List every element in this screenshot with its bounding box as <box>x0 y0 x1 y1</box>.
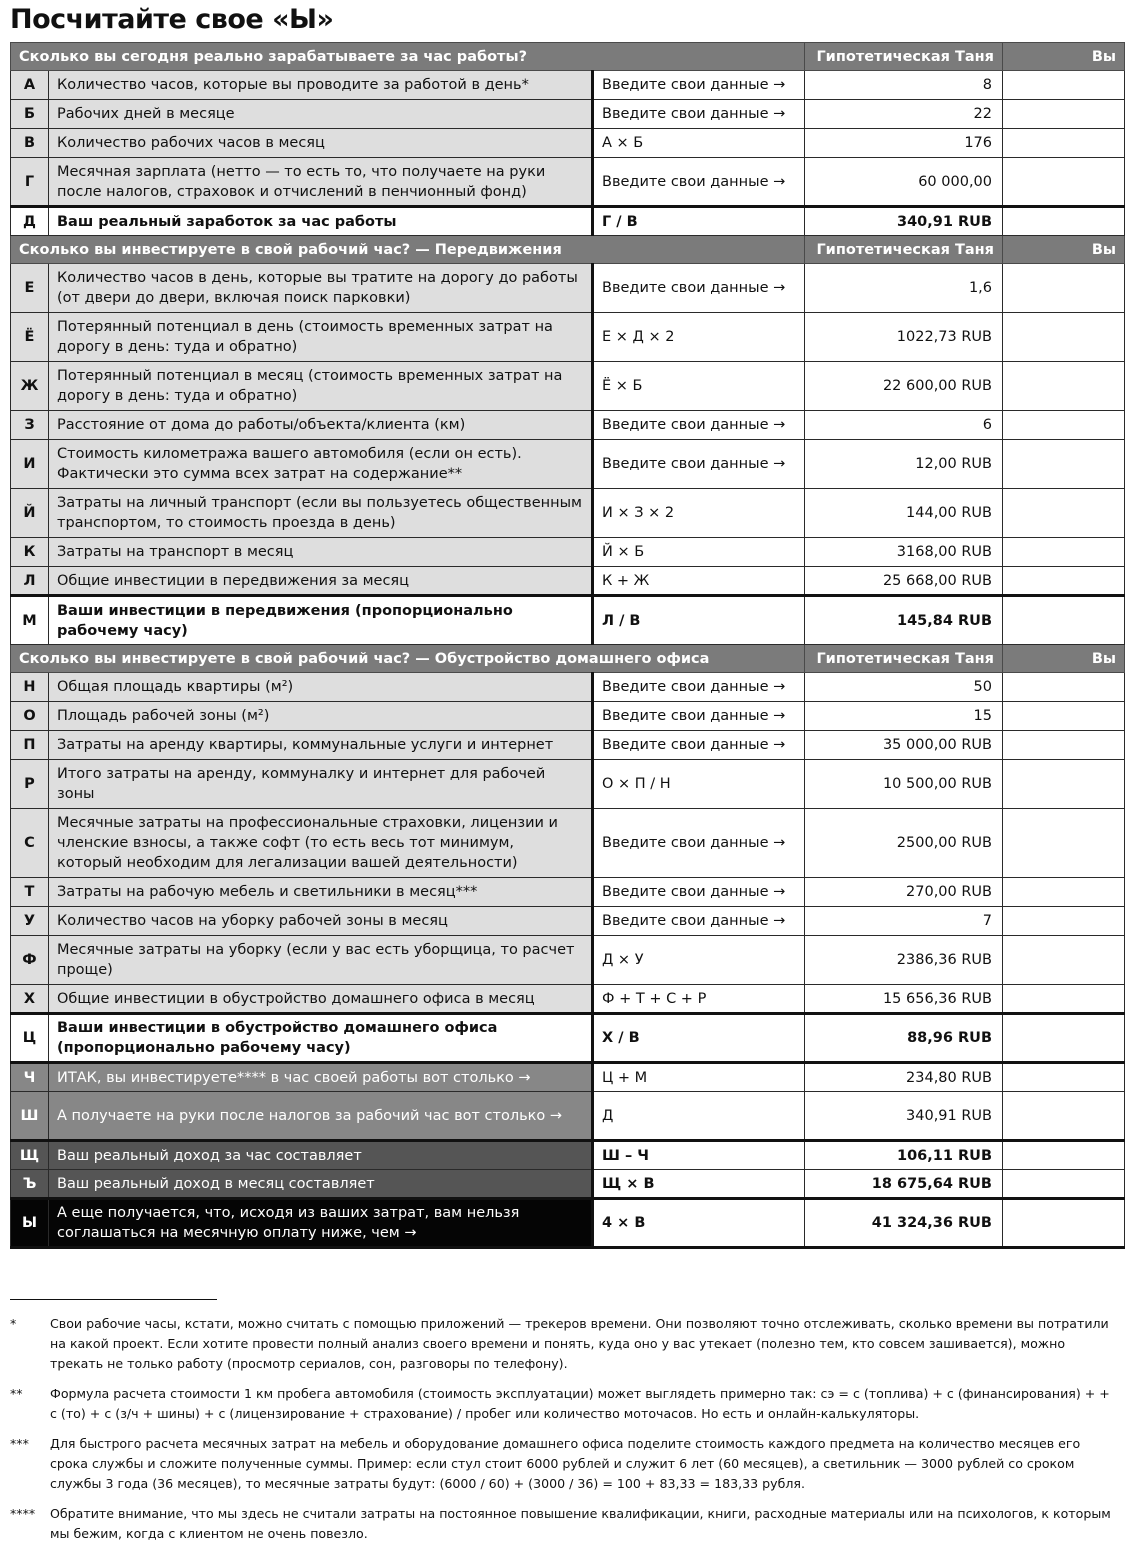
tanya-value: 22 600,00 RUB <box>805 362 1003 411</box>
tanya-value: 234,80 RUB <box>805 1063 1003 1092</box>
row-description: Ваш реальный доход в месяц составляет <box>49 1170 593 1199</box>
row-description: Количество рабочих часов в месяц <box>49 129 593 158</box>
your-value-input[interactable] <box>1003 100 1125 129</box>
tanya-value: 35 000,00 RUB <box>805 731 1003 760</box>
row-description: Общие инвестиции в передвижения за месяц <box>49 567 593 596</box>
row-letter: К <box>11 538 49 567</box>
tanya-value: 41 324,36 RUB <box>805 1199 1003 1248</box>
footnote-text: Обратите внимание, что мы здесь не считали затраты на постоянное повышение квалификации, книги, расходные материалы или на психологов, к которым мы бежим, когда с клиентом не очень повезло. <box>50 1506 1111 1541</box>
row-letter: О <box>11 702 49 731</box>
row-formula: Введите свои данные → <box>593 158 805 207</box>
row-letter: В <box>11 129 49 158</box>
row-letter: Й <box>11 489 49 538</box>
your-value-input[interactable] <box>1003 809 1125 878</box>
footnote <box>10 1504 1115 1544</box>
summary-row <box>11 1063 1125 1092</box>
row-formula: Г / В <box>593 207 805 236</box>
tanya-value: 3168,00 RUB <box>805 538 1003 567</box>
tanya-value: 12,00 RUB <box>805 440 1003 489</box>
row-letter: Х <box>11 985 49 1014</box>
your-value-input[interactable] <box>1003 1092 1125 1141</box>
table-row <box>11 538 1125 567</box>
tanya-value: 7 <box>805 907 1003 936</box>
row-letter: Е <box>11 264 49 313</box>
row-description: Затраты на рабочую мебель и светильники в месяц*** <box>49 878 593 907</box>
table-row <box>11 596 1125 645</box>
row-description: Месячные затраты на уборку (если у вас есть уборщица, то расчет проще) <box>49 936 593 985</box>
section-title: Сколько вы инвестируете в свой рабочий час? — Обустройство домашнего офиса <box>11 645 805 673</box>
tanya-value: 340,91 RUB <box>805 1092 1003 1141</box>
your-value-input[interactable] <box>1003 985 1125 1014</box>
row-formula: Е × Д × 2 <box>593 313 805 362</box>
tanya-value: 50 <box>805 673 1003 702</box>
table-row <box>11 760 1125 809</box>
footnotes <box>10 1314 1115 1554</box>
row-letter: Ъ <box>11 1170 49 1199</box>
tanya-value: 18 675,64 RUB <box>805 1170 1003 1199</box>
table-row <box>11 411 1125 440</box>
table-row <box>11 567 1125 596</box>
your-value-input[interactable] <box>1003 567 1125 596</box>
your-value-input[interactable] <box>1003 596 1125 645</box>
row-description: Ваши инвестиции в обустройство домашнего офиса (пропорционально рабочему часу) <box>49 1014 593 1063</box>
your-value-input[interactable] <box>1003 731 1125 760</box>
your-value-input[interactable] <box>1003 158 1125 207</box>
your-value-input[interactable] <box>1003 362 1125 411</box>
your-value-input[interactable] <box>1003 489 1125 538</box>
row-description: Потерянный потенциал в месяц (стоимость временных затрат на дорогу в день: туда и обратно) <box>49 362 593 411</box>
row-formula: Введите свои данные → <box>593 673 805 702</box>
tanya-value: 106,11 RUB <box>805 1141 1003 1170</box>
table-row <box>11 207 1125 236</box>
row-formula: Ё × Б <box>593 362 805 411</box>
row-description: А еще получается, что, исходя из ваших затрат, вам нельзя соглашаться на месячную оплату ниже, чем → <box>49 1199 593 1248</box>
tanya-value: 144,00 RUB <box>805 489 1003 538</box>
row-letter: М <box>11 596 49 645</box>
tanya-value: 15 656,36 RUB <box>805 985 1003 1014</box>
your-value-input[interactable] <box>1003 1199 1125 1248</box>
row-letter: Щ <box>11 1141 49 1170</box>
row-formula: Ц + М <box>593 1063 805 1092</box>
section-header <box>11 43 1125 71</box>
table-row <box>11 264 1125 313</box>
row-description: Общая площадь квартиры (м²) <box>49 673 593 702</box>
column-header-tanya: Гипотетическая Таня <box>805 236 1003 264</box>
row-letter: Ш <box>11 1092 49 1141</box>
summary-row <box>11 1199 1125 1248</box>
your-value-input[interactable] <box>1003 411 1125 440</box>
section-header <box>11 236 1125 264</box>
section-title: Сколько вы сегодня реально зарабатываете за час работы? <box>11 43 805 71</box>
tanya-value: 270,00 RUB <box>805 878 1003 907</box>
row-formula: Введите свои данные → <box>593 411 805 440</box>
row-formula: Введите свои данные → <box>593 907 805 936</box>
your-value-input[interactable] <box>1003 538 1125 567</box>
footnote-mark: **** <box>10 1506 36 1521</box>
footnote <box>10 1434 1115 1494</box>
table-row <box>11 907 1125 936</box>
row-description: Количество часов в день, которые вы тратите на дорогу до работы (от двери до двери, включая поиск парковки) <box>49 264 593 313</box>
row-description: Общие инвестиции в обустройство домашнего офиса в месяц <box>49 985 593 1014</box>
row-description: Стоимость километража вашего автомобиля (если он есть). Фактически это сумма всех затрат на содержание** <box>49 440 593 489</box>
calculation-table <box>10 42 1125 1249</box>
row-letter: Ч <box>11 1063 49 1092</box>
table-row <box>11 362 1125 411</box>
tanya-value: 60 000,00 <box>805 158 1003 207</box>
your-value-input[interactable] <box>1003 440 1125 489</box>
row-description: Итого затраты на аренду, коммуналку и интернет для рабочей зоны <box>49 760 593 809</box>
row-formula: 4 × В <box>593 1199 805 1248</box>
row-formula: Введите свои данные → <box>593 731 805 760</box>
row-letter: А <box>11 71 49 100</box>
your-value-input[interactable] <box>1003 1170 1125 1199</box>
summary-row <box>11 1141 1125 1170</box>
your-value-input[interactable] <box>1003 936 1125 985</box>
tanya-value: 22 <box>805 100 1003 129</box>
row-letter: Б <box>11 100 49 129</box>
your-value-input[interactable] <box>1003 264 1125 313</box>
tanya-value: 10 500,00 RUB <box>805 760 1003 809</box>
row-formula: Введите свои данные → <box>593 809 805 878</box>
row-formula: О × П / Н <box>593 760 805 809</box>
footnote-text: Для быстрого расчета месячных затрат на мебель и оборудование домашнего офиса поделите стоимость каждого предмета на количество месяцев его срока службы и сложите полученные суммы. Пример: если стул стоит 6000 рублей и служит 6 лет (60 месяцев), а светильник — 3000 рублей со сроком службы 3 года (36 месяцев), то месячные затраты будут: (6000 / 60) + (3000 / 36) = 100 + 83,33 = 183,33 рубля. <box>50 1436 1081 1491</box>
row-description: Ваш реальный заработок за час работы <box>49 207 593 236</box>
row-description: Затраты на транспорт в месяц <box>49 538 593 567</box>
tanya-value: 176 <box>805 129 1003 158</box>
tanya-value: 2386,36 RUB <box>805 936 1003 985</box>
row-description: Потерянный потенциал в день (стоимость временных затрат на дорогу в день: туда и обратно) <box>49 313 593 362</box>
your-value-input[interactable] <box>1003 878 1125 907</box>
section-title: Сколько вы инвестируете в свой рабочий час? — Передвижения <box>11 236 805 264</box>
table-row <box>11 702 1125 731</box>
table-row <box>11 673 1125 702</box>
row-letter: С <box>11 809 49 878</box>
table-row <box>11 129 1125 158</box>
row-letter: Д <box>11 207 49 236</box>
row-letter: И <box>11 440 49 489</box>
tanya-value: 88,96 RUB <box>805 1014 1003 1063</box>
your-value-input[interactable] <box>1003 673 1125 702</box>
row-letter: Н <box>11 673 49 702</box>
tanya-value: 25 668,00 RUB <box>805 567 1003 596</box>
your-value-input[interactable] <box>1003 1063 1125 1092</box>
tanya-value: 2500,00 RUB <box>805 809 1003 878</box>
row-letter: З <box>11 411 49 440</box>
row-formula: Д × У <box>593 936 805 985</box>
footnote-mark: ** <box>10 1386 23 1401</box>
row-formula: Введите свои данные → <box>593 702 805 731</box>
row-description: ИТАК, вы инвестируете**** в час своей работы вот столько → <box>49 1063 593 1092</box>
your-value-input[interactable] <box>1003 1014 1125 1063</box>
your-value-input[interactable] <box>1003 760 1125 809</box>
your-value-input[interactable] <box>1003 702 1125 731</box>
your-value-input[interactable] <box>1003 313 1125 362</box>
row-formula: А × Б <box>593 129 805 158</box>
row-formula: Х / В <box>593 1014 805 1063</box>
your-value-input[interactable] <box>1003 207 1125 236</box>
summary-row <box>11 1170 1125 1199</box>
footnote-text: Свои рабочие часы, кстати, можно считать с помощью приложений — трекеров времени. Они позволяют точно отслеживать, сколько времени вы потратили на какой проект. Если хотите провести полный анализ своего времени и понять, куда оно у вас утекает (полезно тем, кто совсем зашивается), можно трекать не только работу (просмотр сериалов, сон, разговоры по телефону). <box>50 1316 1109 1371</box>
row-formula: Введите свои данные → <box>593 264 805 313</box>
row-description: Ваш реальный доход за час составляет <box>49 1141 593 1170</box>
page-title: Посчитайте свое «Ы» <box>10 4 334 35</box>
table-row <box>11 809 1125 878</box>
row-formula: Введите свои данные → <box>593 100 805 129</box>
tanya-value: 8 <box>805 71 1003 100</box>
footnote <box>10 1384 1115 1424</box>
row-letter: Г <box>11 158 49 207</box>
your-value-input[interactable] <box>1003 907 1125 936</box>
row-formula: Введите свои данные → <box>593 440 805 489</box>
table-row <box>11 985 1125 1014</box>
footnote-text: Формула расчета стоимости 1 км пробега автомобиля (стоимость эксплуатации) может выглядеть примерно так: сэ = с (топлива) + с (финансирования) + + с (то) + с (з/ч + шины) + с (лицензирование + страхование) / пробег или количество моточасов. Но есть и онлайн-калькуляторы. <box>50 1386 1110 1421</box>
row-description: Площадь рабочей зоны (м²) <box>49 702 593 731</box>
footnote-mark: * <box>10 1316 17 1331</box>
row-letter: Л <box>11 567 49 596</box>
row-description: Рабочих дней в месяце <box>49 100 593 129</box>
your-value-input[interactable] <box>1003 71 1125 100</box>
row-letter: Т <box>11 878 49 907</box>
row-formula: Щ × В <box>593 1170 805 1199</box>
row-description: Расстояние от дома до работы/объекта/клиента (км) <box>49 411 593 440</box>
row-description: А получаете на руки после налогов за рабочий час вот столько → <box>49 1092 593 1141</box>
row-formula: Ш – Ч <box>593 1141 805 1170</box>
tanya-value: 6 <box>805 411 1003 440</box>
row-description: Количество часов, которые вы проводите за работой в день* <box>49 71 593 100</box>
row-formula: Введите свои данные → <box>593 71 805 100</box>
row-letter: У <box>11 907 49 936</box>
row-letter: Ё <box>11 313 49 362</box>
tanya-value: 145,84 RUB <box>805 596 1003 645</box>
row-description: Затраты на личный транспорт (если вы пользуетесь общественным транспортом, то стоимость проезда в день) <box>49 489 593 538</box>
row-formula: Ф + Т + С + Р <box>593 985 805 1014</box>
row-formula: И × З × 2 <box>593 489 805 538</box>
row-formula: К + Ж <box>593 567 805 596</box>
column-header-you: Вы <box>1003 43 1125 71</box>
row-formula: Й × Б <box>593 538 805 567</box>
row-formula: Л / В <box>593 596 805 645</box>
table-row <box>11 313 1125 362</box>
footnote-mark: *** <box>10 1436 29 1451</box>
summary-row <box>11 1092 1125 1141</box>
column-header-tanya: Гипотетическая Таня <box>805 645 1003 673</box>
table-row <box>11 100 1125 129</box>
your-value-input[interactable] <box>1003 1141 1125 1170</box>
table-row <box>11 1014 1125 1063</box>
row-description: Количество часов на уборку рабочей зоны в месяц <box>49 907 593 936</box>
tanya-value: 1022,73 RUB <box>805 313 1003 362</box>
row-formula: Д <box>593 1092 805 1141</box>
row-letter: Ы <box>11 1199 49 1248</box>
tanya-value: 340,91 RUB <box>805 207 1003 236</box>
row-formula: Введите свои данные → <box>593 878 805 907</box>
column-header-you: Вы <box>1003 645 1125 673</box>
row-description: Месячные затраты на профессиональные страховки, лицензии и членские взносы, а также софт (то есть весь тот минимум, который необходим для легализации вашей деятельности) <box>49 809 593 878</box>
column-header-tanya: Гипотетическая Таня <box>805 43 1003 71</box>
row-letter: Ж <box>11 362 49 411</box>
table-row <box>11 440 1125 489</box>
table-row <box>11 878 1125 907</box>
footnote <box>10 1314 1115 1374</box>
row-description: Ваши инвестиции в передвижения (пропорционально рабочему часу) <box>49 596 593 645</box>
table-row <box>11 936 1125 985</box>
column-header-you: Вы <box>1003 236 1125 264</box>
row-description: Затраты на аренду квартиры, коммунальные услуги и интернет <box>49 731 593 760</box>
row-description: Месячная зарплата (нетто — то есть то, что получаете на руки после налогов, страховок и отчислений в пенчионный фонд) <box>49 158 593 207</box>
footnote-divider <box>10 1299 217 1300</box>
tanya-value: 1,6 <box>805 264 1003 313</box>
section-header <box>11 645 1125 673</box>
row-letter: П <box>11 731 49 760</box>
table-row <box>11 158 1125 207</box>
your-value-input[interactable] <box>1003 129 1125 158</box>
table-row <box>11 731 1125 760</box>
table-row <box>11 71 1125 100</box>
row-letter: Ц <box>11 1014 49 1063</box>
row-letter: Р <box>11 760 49 809</box>
tanya-value: 15 <box>805 702 1003 731</box>
row-letter: Ф <box>11 936 49 985</box>
table-row <box>11 489 1125 538</box>
